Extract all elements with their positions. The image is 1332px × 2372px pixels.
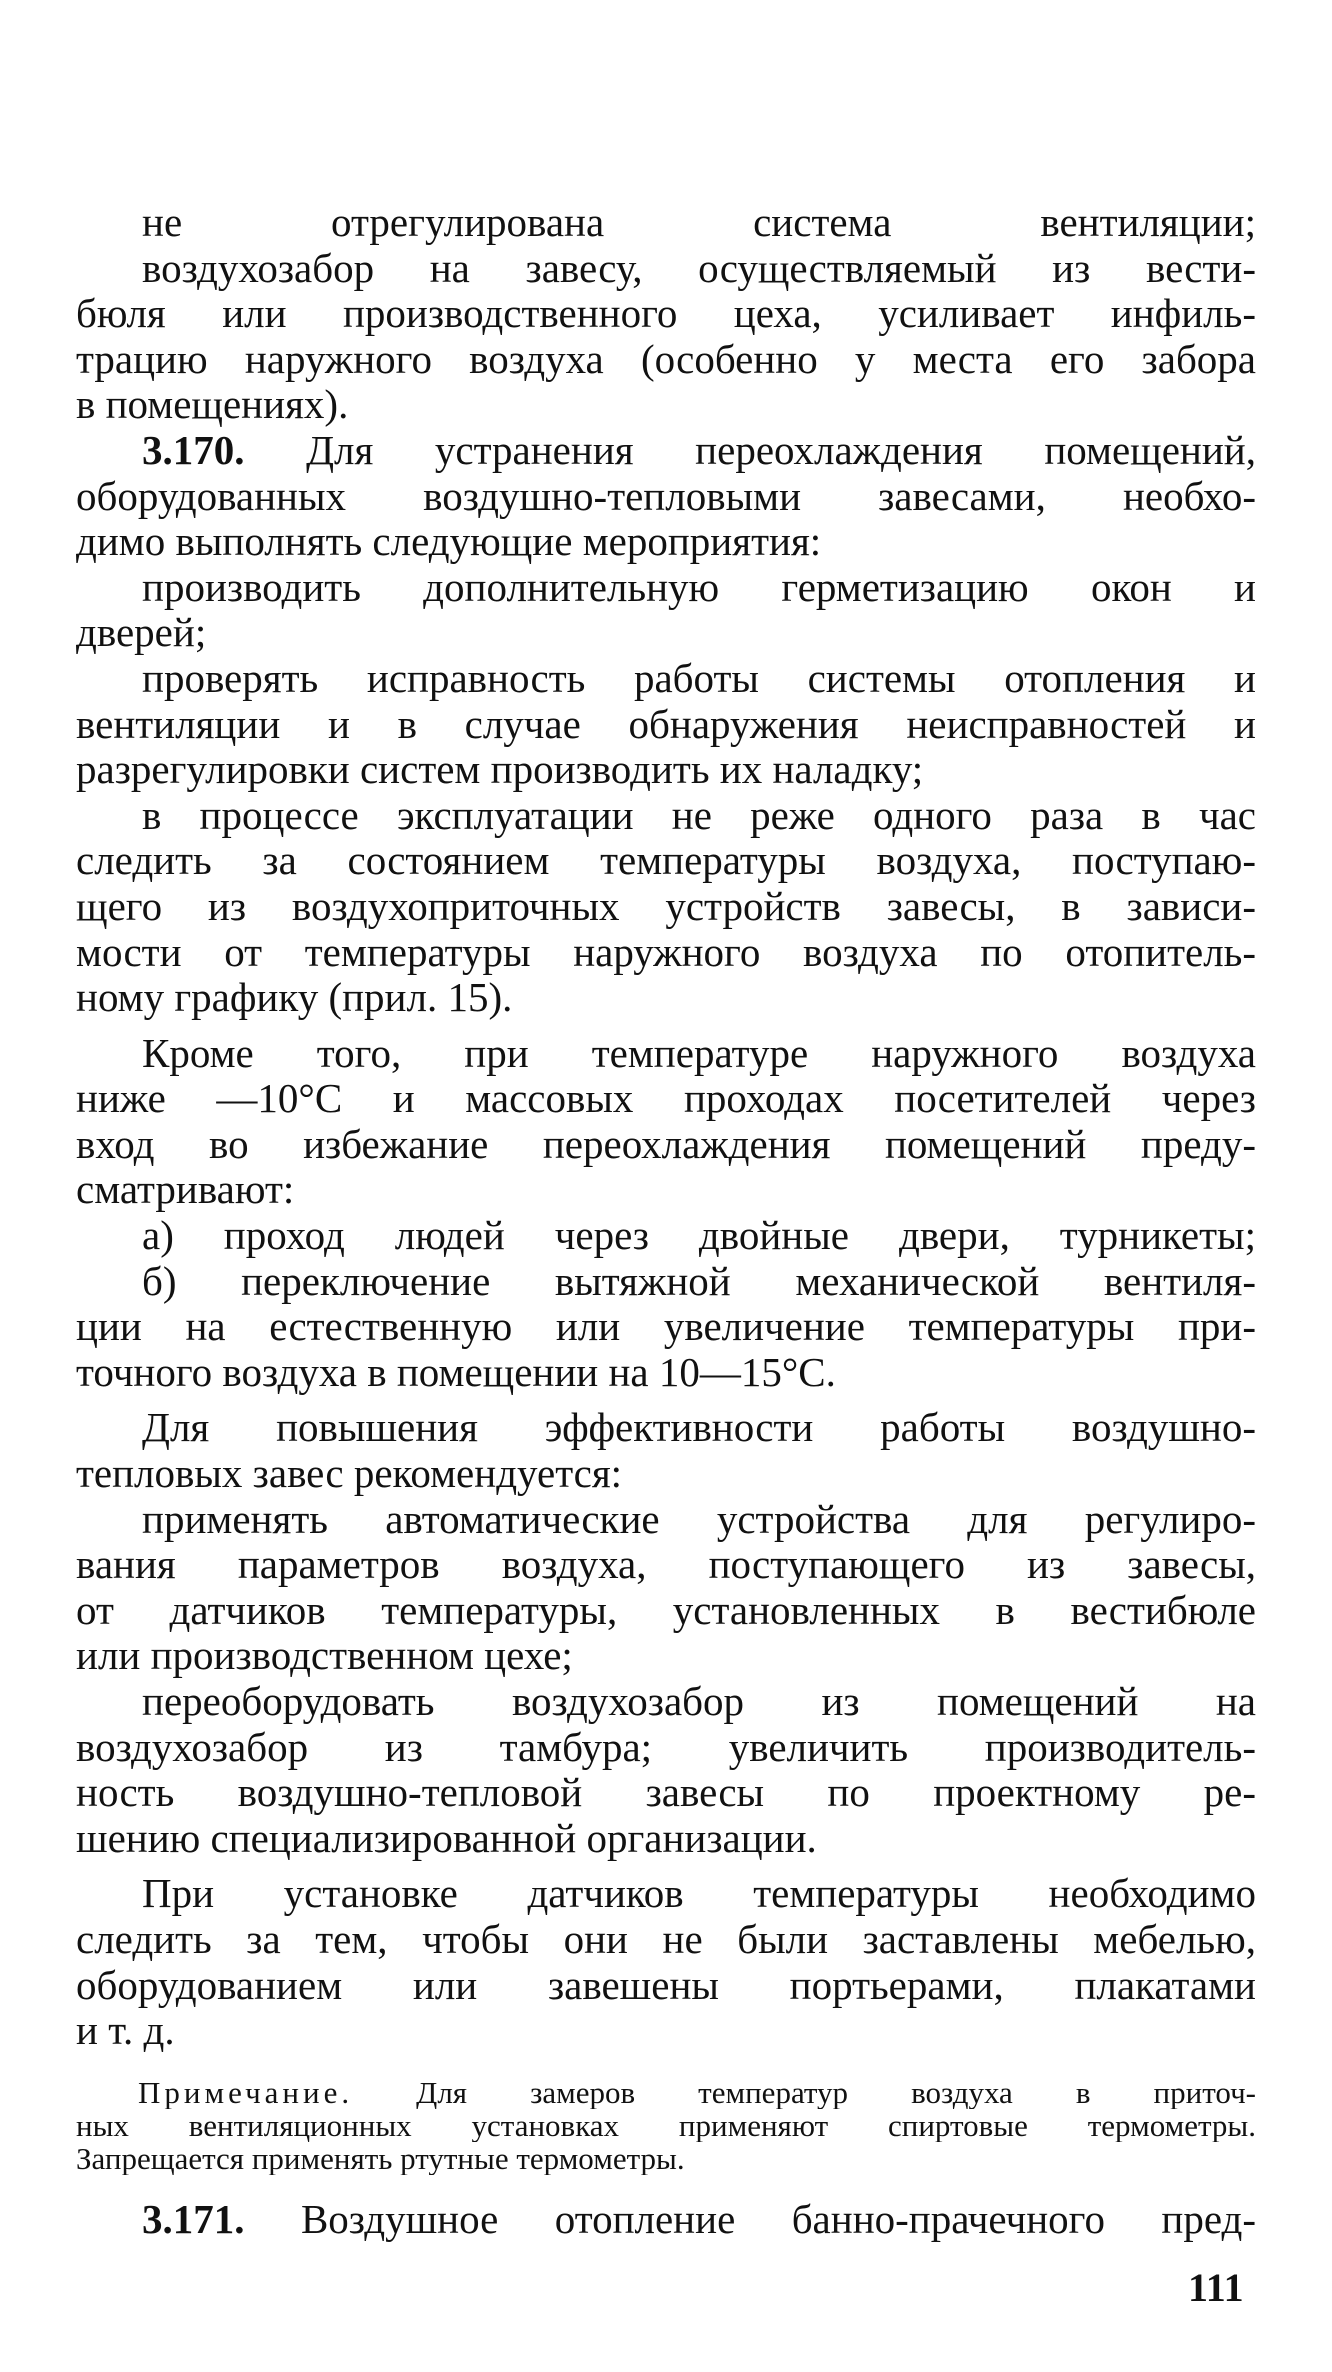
text-line: переоборудовать воздухозабор из помещений на	[142, 1679, 1256, 1724]
text-line: тепловых завес рекомендуется:	[76, 1451, 623, 1497]
text-line: дверей;	[76, 610, 207, 656]
section-number: 3.170.	[142, 427, 245, 473]
note-text: Для замеров температур воздуха в приточ-	[353, 2075, 1256, 2109]
text-line: проверять исправность работы системы отопления и	[142, 655, 1256, 701]
text-line: от датчиков температуры, установленных в вестибюле	[76, 1587, 1256, 1633]
text-line: шению специализированной организации.	[76, 1815, 817, 1861]
text-line: трацию наружного воздуха (особенно у места его забора	[76, 336, 1256, 382]
text-line: в процессе эксплуатации не реже одного раза в час	[142, 792, 1256, 838]
text-line: вания параметров воздуха, поступающего из завесы,	[76, 1542, 1256, 1588]
text-line: сматривают:	[76, 1167, 295, 1213]
section-heading-line	[76, 428, 1256, 474]
text-line: вход во избежание переохлаждения помещений преду-	[76, 1121, 1256, 1167]
text-line: точного воздуха в помещении на 10—15°С.	[76, 1349, 836, 1395]
text-line: мости от температуры наружного воздуха по отопитель-	[76, 929, 1256, 975]
text-line: бюля или производственного цеха, усиливает инфиль-	[76, 291, 1256, 337]
section-number: 3.171.	[142, 2196, 245, 2242]
text-line: вентиляции и в случае обнаружения неисправностей и	[76, 701, 1256, 747]
page-body	[76, 200, 1256, 2242]
text-line: воздухозабор на завесу, осуществляемый из вести-	[142, 245, 1256, 291]
note-line: ных вентиляционных установках применяют спиртовые термометры.	[76, 2108, 1256, 2142]
text-line: следить за тем, чтобы они не были заставлены мебелью,	[76, 1916, 1256, 1962]
text-line: оборудованных воздушно-тепловыми завесами, необхо-	[76, 473, 1256, 519]
text-line: следить за состоянием температуры воздуха, поступаю-	[76, 838, 1256, 884]
text-line: в помещениях).	[76, 382, 349, 428]
page-number: 111	[1188, 2265, 1244, 2310]
text-line: не отрегулирована система вентиляции;	[142, 200, 1256, 245]
text-line: ции на естественную или увеличение температуры при-	[76, 1304, 1256, 1350]
note-block	[76, 2076, 1256, 2175]
list-item-b: б) переключение вытяжной механической вентиля-	[142, 1258, 1256, 1304]
text-line: Для повышения эффективности работы воздушно-	[142, 1405, 1256, 1451]
text-line: Воздушное отопление банно-прачечного пред-	[244, 2196, 1256, 2242]
list-item-a: а) проход людей через двойные двери, турникеты;	[142, 1213, 1256, 1259]
text-line: ность воздушно-тепловой завесы по проектному ре-	[76, 1770, 1256, 1816]
section-heading-line	[76, 2197, 1256, 2243]
text-line: производить дополнительную герметизацию окон и	[142, 564, 1256, 610]
text-line: ниже —10°С и массовых проходах посетителей через	[76, 1076, 1256, 1122]
text-line: оборудованием или завешены портьерами, плакатами	[76, 1962, 1256, 2008]
text-line: Для устранения переохлаждения помещений,	[244, 427, 1256, 473]
note-line	[76, 2076, 1256, 2109]
note-label: Примечание.	[138, 2075, 354, 2109]
text-line: Кроме того, при температуре наружного воздуха	[142, 1030, 1256, 1076]
note-line: Запрещается применять ртутные термометры.	[76, 2141, 685, 2175]
text-line: щего из воздухоприточных устройств завесы, в зависи-	[76, 883, 1256, 929]
text-line: и т. д.	[76, 2008, 175, 2054]
text-line: разрегулировки систем производить их наладку;	[76, 747, 924, 793]
text-line: или производственном цехе;	[76, 1633, 573, 1679]
text-line: воздухозабор из тамбура; увеличить производитель-	[76, 1724, 1256, 1770]
text-line: применять автоматические устройства для регулиро-	[142, 1496, 1256, 1542]
text-line: димо выполнять следующие мероприятия:	[76, 519, 822, 565]
text-line: При установке датчиков температуры необходимо	[142, 1871, 1256, 1917]
text-line: ному графику (прил. 15).	[76, 975, 513, 1021]
